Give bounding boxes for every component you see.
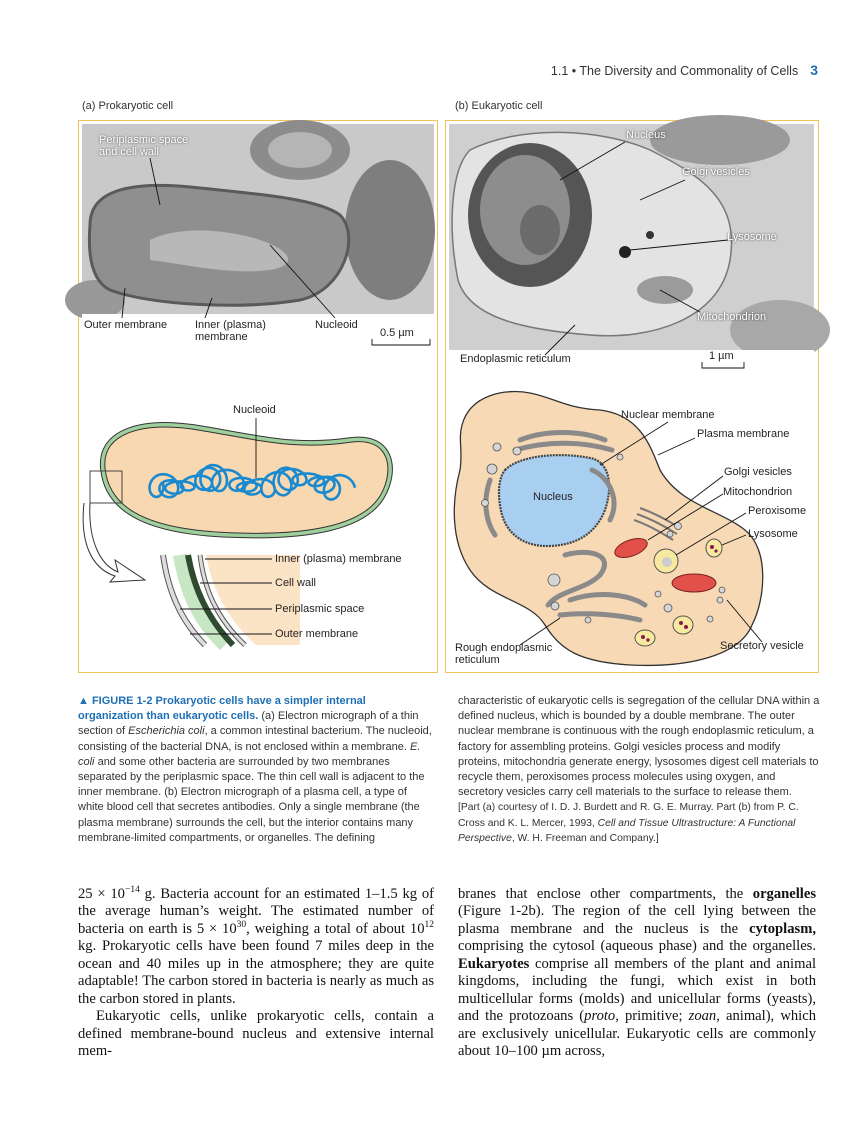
figure-caption-left: ▲ FIGURE 1-2 Prokaryotic cells have a simpler internal organization than eukaryotic cells. (a) Electron micrograph of a thin section of Escherichia coli, a common intestinal bacterium. The nucleoid, consisting of the bacterial DNA, is not enclosed within a membrane. E. coli and some other bacteria are surrounded by two membranes separated by the periplasmic space. The thin cell wall is adjacent to the inner membrane. (b) Electron micrograph of a plasma cell, a type of white blood cell that secretes antibodies. Only a single membrane (the plasma membrane) surrounds the cell, but the interior contains many membrane-limited compartments, or organelles. The defining (78, 695, 432, 844)
label-rough-er: Rough endoplasmic reticulum (455, 642, 553, 666)
label-cell-wall-diagram: Cell wall (275, 577, 316, 589)
panel-a-title: (a) Prokaryotic cell (82, 100, 174, 112)
body-paragraph: $25 \times 10^{-14}$ g. Bacteria account for an estimated 1–1.5 kg of the average human’s weight. The estimated number of bacteria on earth is $5 \times 10^{30}$, weighing a total of about $10^{12}$ kg. Prokaryotic cells have been found 7 miles deep in the ocean and 40 miles up in the atmosphere; they are quite adaptable! The carbon stored in bacteria is nearly as much as the carbon stored in plants. (78, 885, 434, 1007)
label-periplasmic-diagram: Periplasmic space (275, 603, 365, 615)
figure-credit: [Part (a) courtesy of I. D. J. Burdett and R. G. E. Murray. Part (b) from P. C. Cross and K. L. Mercer, 1993, Cell and Tissue Ultrastructure: A Functional Perspective, W. H. Freeman and Company.] (458, 802, 799, 844)
label-mitochondrion-diagram: Mitochondrion (723, 486, 793, 498)
label-periplasmic-space: Periplasmic space and cell wall (99, 134, 189, 158)
label-nucleoid: Nucleoid (315, 319, 358, 331)
body-column-left (78, 886, 434, 1061)
label-inner-membrane-diagram: Inner (plasma) membrane (275, 553, 402, 565)
label-outer-membrane-diagram: Outer membrane (275, 628, 359, 640)
label-inner-membrane: Inner (plasma) membrane (195, 319, 266, 343)
running-title: 1.1 • The Diversity and Commonality of Cells (550, 64, 799, 78)
label-mitochondrion-micrograph: Mitochondrion (697, 311, 767, 323)
label-plasma-membrane: Plasma membrane (697, 428, 790, 440)
body-paragraph: branes that enclose other compartments, the organelles (Figure 1-2b). The region of the cell lying between the plasma membrane and the nucleus is the cytoplasm, comprising the cytosol (aqueous phase) and the organelles. Eukaryotes comprise all members of the plant and animal kingdoms, including the fungi, which exist in both multicellular forms (molds) and unicellular forms (yeasts), and the protozoans (proto, primitive; zoan, animal), which are exclusively unicellular. Eukaryotic cells are commonly about 10–100 µm across, (458, 886, 816, 1060)
label-nuclear-membrane: Nuclear membrane (621, 409, 715, 421)
figure-caption-right: characteristic of eukaryotic cells is segregation of the cellular DNA within a defined nucleus, which is bounded by a double membrane. The outer nuclear membrane is continuous with the rough endoplasmic reticulum, a factory for assembling proteins. Golgi vesicles process and modify proteins, mitochondria generate energy, lysosomes digest cell materials to recycle them, peroxisomes process molecules using oxygen, and secretory vesicles carry cell materials to the surface to release them. [Part (a) courtesy of I. D. J. Burdett and R. G. E. Murray. Part (b) from P. C. Cross and K. L. Mercer, 1993, Cell and Tissue Ultrastructure: A Functional Perspective, W. H. Freeman and Company.] (458, 695, 820, 844)
label-peroxisome: Peroxisome (748, 505, 807, 517)
scale-bar-label-b: 1 µm (709, 350, 734, 362)
page-number: 3 (810, 62, 818, 78)
label-golgi-diagram: Golgi vesicles (724, 466, 792, 478)
scale-bar-label: 0.5 µm (380, 327, 414, 339)
label-outer-membrane: Outer membrane (84, 319, 168, 331)
panel-b-title: (b) Eukaryotic cell (455, 100, 543, 112)
body-column-right (458, 886, 816, 1061)
label-lysosome-diagram: Lysosome (748, 528, 798, 540)
label-golgi-micrograph: Golgi vesicles (682, 166, 750, 178)
label-er-micrograph: Endoplasmic reticulum (460, 353, 571, 365)
label-nucleus-diagram: Nucleus (533, 491, 573, 503)
label-lysosome-micrograph: Lysosome (727, 231, 777, 243)
body-paragraph: Eukaryotic cells, unlike prokaryotic cells, contain a defined membrane-bound nucleus and extensive internal mem- (78, 1008, 434, 1060)
micrograph-plasma-cell (449, 115, 830, 374)
label-nucleoid-diagram: Nucleoid (233, 404, 276, 416)
label-secretory-vesicle: Secretory vesicle (720, 640, 804, 652)
label-nucleus-micrograph: Nucleus (626, 129, 666, 141)
